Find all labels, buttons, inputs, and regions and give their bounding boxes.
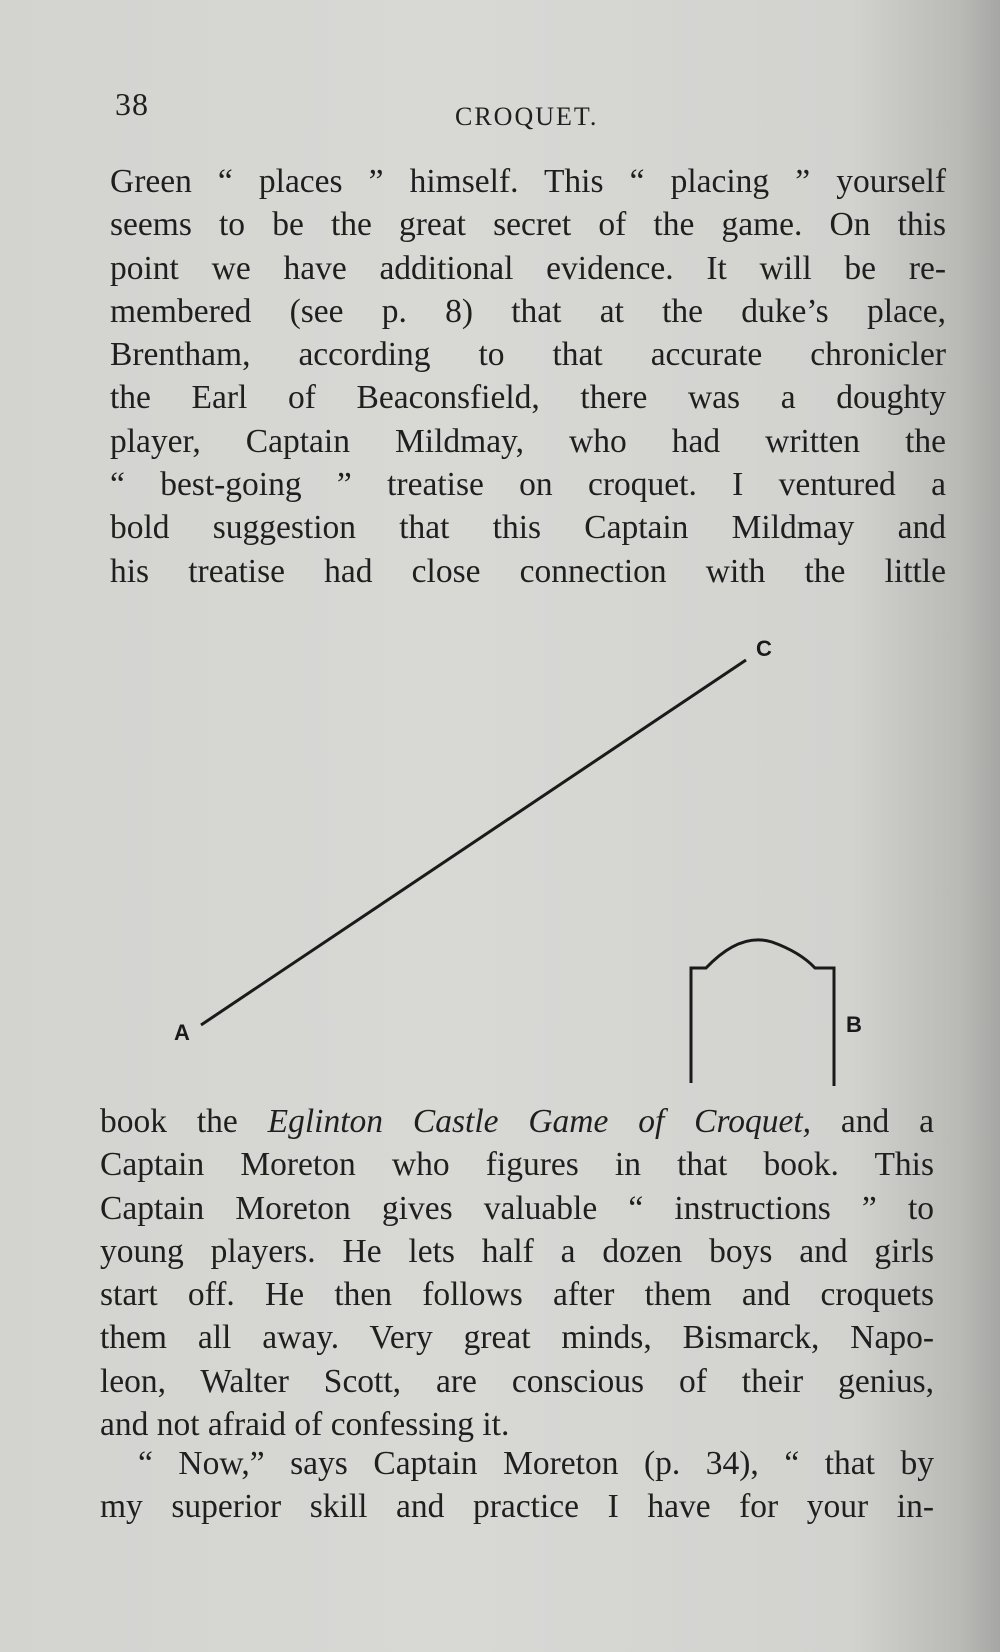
hoop-b [691,940,834,1086]
label-a: A [174,1020,190,1045]
label-b: B [846,1012,862,1037]
text-line: his treatise had close connection with the little [110,552,946,590]
text-line: Green “ places ” himself. This “ placing ” yourself [110,163,946,200]
text-fragment: book the [100,1103,268,1140]
text-line: young players. He lets half a dozen boys and girls [100,1232,934,1270]
text-line: the Earl of Beaconsfield, there was a doughty [110,379,946,417]
text-line: membered (see p. 8) that at the duke’s place, [110,292,946,330]
paragraph-middle [100,1100,934,1446]
text-line: Captain Moreton who figures in that book. This [100,1146,934,1184]
text-line: seems to be the great secret of the game. On this [110,206,946,244]
text-line: and not afraid of confessing it. [100,1406,510,1444]
text-line: “ Now,” says Captain Moreton (p. 34), “ that by [138,1445,934,1482]
text-line: bold suggestion that this Captain Mildmay and [110,509,946,547]
text-line: player, Captain Mildmay, who had written the [110,422,946,460]
page-number: 38 [115,86,149,122]
text-line: “ best-going ” treatise on croquet. I ventured a [110,466,946,504]
text-fragment: and a [811,1103,934,1140]
text-line: them all away. Very great minds, Bismarck, Napo- [100,1319,934,1357]
book-title: Eglinton Castle Game of Croquet, [267,1103,812,1140]
line-a-to-c [201,660,746,1025]
text-line: Captain Moreton gives valuable “ instructions ” to [100,1189,934,1227]
text-line: leon, Walter Scott, are conscious of their genius, [100,1362,934,1400]
text-line: start off. He then follows after them and croquets [100,1276,934,1314]
text-line: Brentham, according to that accurate chronicler [110,336,946,374]
running-title: CROQUET. [455,102,599,131]
text-line: my superior skill and practice I have for your in- [100,1488,934,1526]
paragraph-bottom [100,1442,934,1529]
label-c: C [756,636,772,661]
text-line [100,1100,934,1143]
text-line: point we have additional evidence. It will be re- [110,249,946,287]
